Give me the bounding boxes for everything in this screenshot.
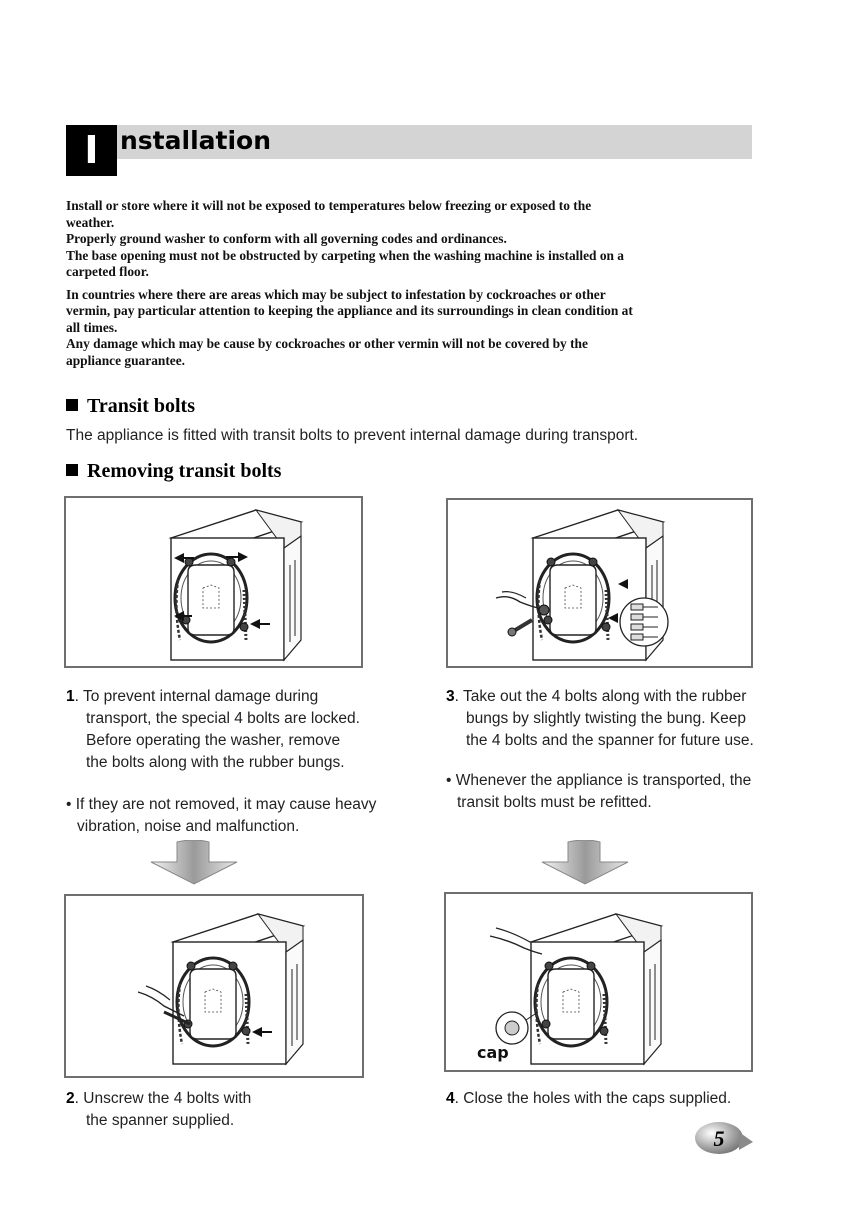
down-arrow-icon: [147, 840, 241, 886]
illustration-remove-bolts: [446, 498, 753, 668]
cap-label: cap: [477, 1043, 509, 1062]
step-number: 4: [446, 1090, 455, 1107]
intro-paragraph-5: Any damage which may be cause by cockroaches or other vermin will not be covered by the appliance guarantee.: [66, 336, 588, 368]
transit-bolts-heading: Transit bolts: [66, 394, 195, 418]
transit-bolts-description: The appliance is fitted with transit bolts to prevent internal damage during transport.: [66, 427, 639, 444]
intro-paragraph-4: In countries where there are areas which may be subject to infestation by cockroaches or other vermin, pay particular attention to keeping the appliance and its surroundings in clean condition at all times.: [66, 286, 633, 335]
intro-paragraph-2: Properly ground washer to conform with all governing codes and ordinances.: [66, 231, 507, 246]
step-number: 1: [66, 688, 75, 705]
step-1-note: • If they are not removed, it may cause heavy vibration, noise and malfunction.: [66, 796, 377, 835]
down-arrow-icon: [538, 840, 632, 886]
page-number-badge: [693, 1120, 755, 1161]
page-title: nstallation: [120, 126, 272, 155]
step-3: 3. Take out the 4 bolts along with the rubber bungs by slightly twisting the bung. Keep the 4 bolts and the spanner for future use.: [446, 688, 754, 749]
bullet-square-icon: [66, 464, 78, 476]
page-number: 5: [713, 1126, 725, 1151]
illustration-locked-bolts: [64, 496, 363, 668]
intro-text: [66, 198, 746, 369]
removing-bolts-heading: Removing transit bolts: [66, 459, 281, 483]
step-3-note: • Whenever the appliance is transported, the transit bolts must be refitted.: [446, 772, 752, 811]
step-1: 1. To prevent internal damage during transport, the special 4 bolts are locked. Before operating the washer, remove the bolts along with the rubber bungs.: [66, 688, 360, 771]
illustration-unscrew-bolts: [64, 894, 364, 1078]
title-initial: I: [66, 125, 117, 176]
step-number: 2: [66, 1090, 75, 1107]
bullet-square-icon: [66, 399, 78, 411]
intro-paragraph-3: The base opening must not be obstructed by carpeting when the washing machine is installed on a carpeted floor.: [66, 247, 625, 279]
intro-paragraph-1: Install or store where it will not be exposed to temperatures below freezing or exposed to the weather.: [66, 198, 592, 230]
step-2: 2. Unscrew the 4 bolts with the spanner supplied.: [66, 1090, 252, 1129]
step-number: 3: [446, 688, 455, 705]
step-4: 4. Close the holes with the caps supplied.: [446, 1090, 732, 1107]
